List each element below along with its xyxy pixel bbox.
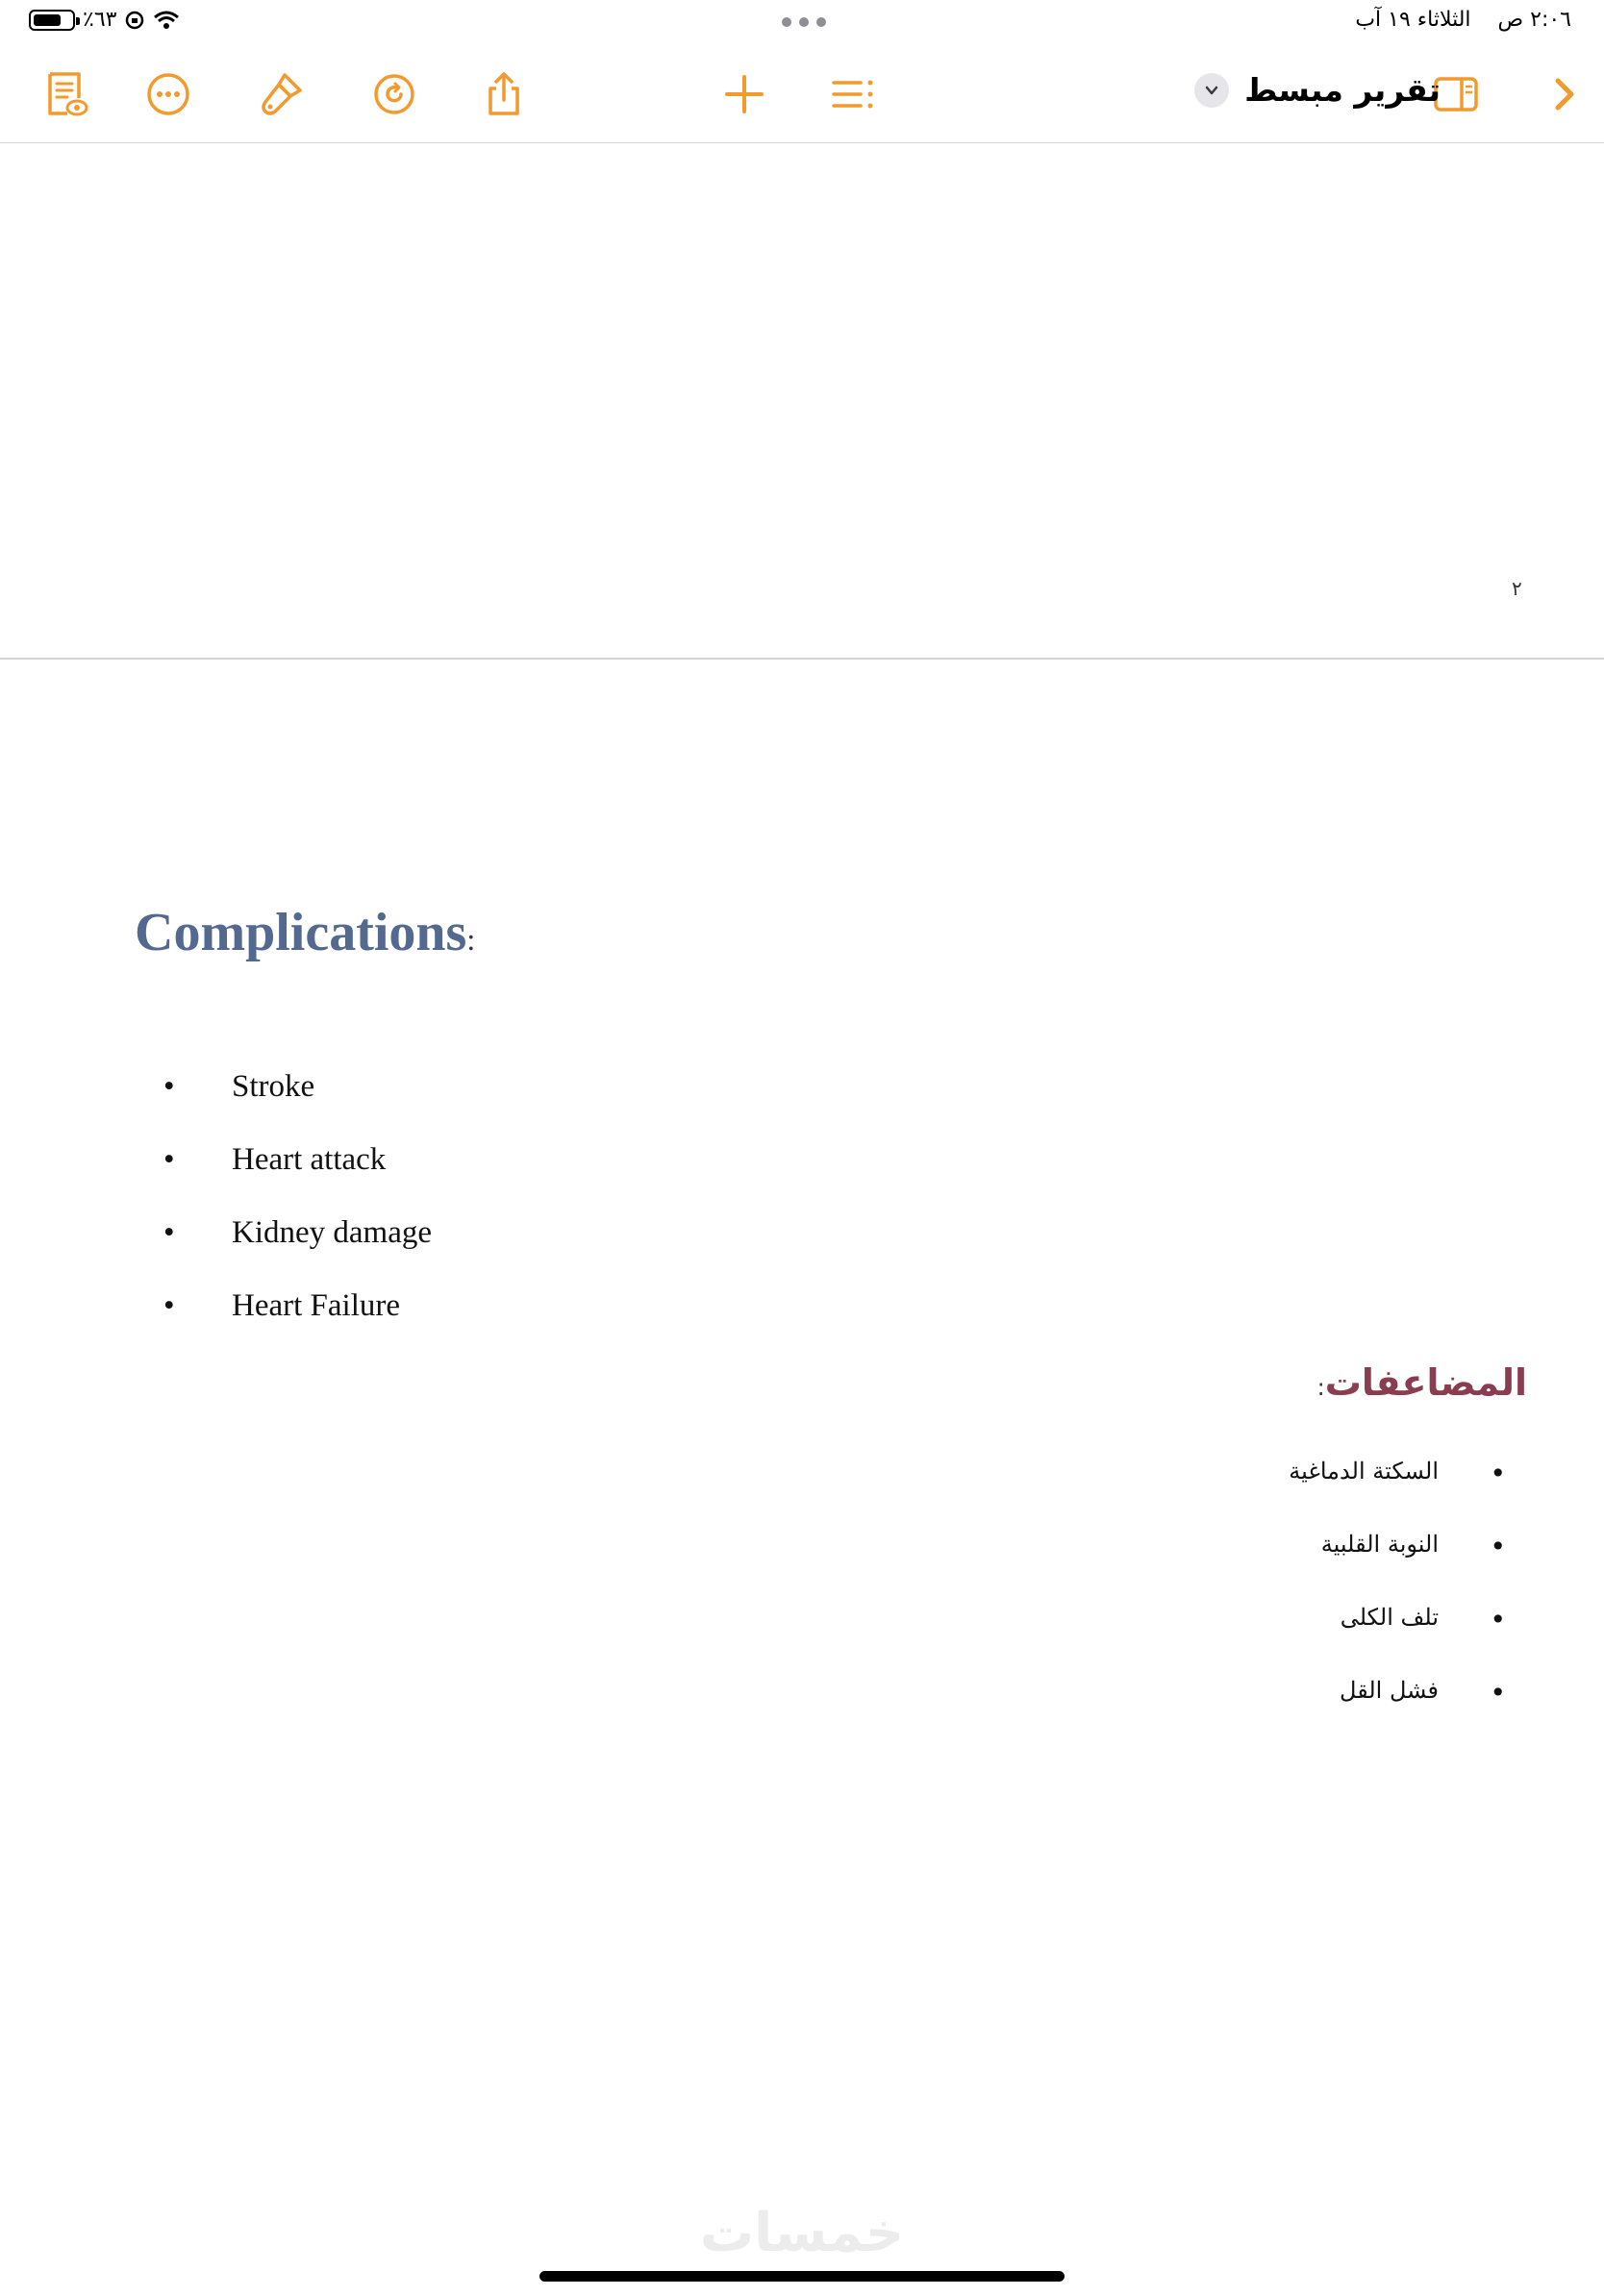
list-item[interactable] (1142, 1604, 1527, 1677)
document-title-menu[interactable] (1194, 71, 1441, 109)
list-item-text: فشل القل (1340, 1677, 1439, 1704)
collaborate-icon (369, 69, 419, 119)
more-icon (143, 69, 193, 119)
status-indicators (29, 8, 180, 32)
insert-button[interactable] (717, 67, 771, 121)
title-dropdown[interactable] (1194, 73, 1229, 108)
complications-list-arabic (1142, 1458, 1527, 1750)
page-break-divider (0, 658, 1604, 660)
bullet: • (1490, 1531, 1506, 1562)
status-time-date (1355, 8, 1571, 32)
battery-percent: ٪٦٣ (83, 8, 117, 32)
more-button[interactable] (141, 67, 195, 121)
list-item-text: Heart Failure (232, 1288, 401, 1323)
heading-english-colon: : (466, 922, 476, 957)
battery-icon (29, 10, 75, 31)
forward-button[interactable] (1537, 67, 1591, 121)
bullet: • (163, 1142, 175, 1177)
share-icon (479, 69, 529, 119)
bullet: • (163, 1288, 175, 1323)
plus-icon (719, 69, 769, 119)
toolbar (0, 48, 1604, 143)
list-item-text: النوبة القلبية (1320, 1531, 1439, 1558)
status-date: الثلاثاء ١٩ آب (1355, 8, 1471, 32)
bullet: • (1490, 1458, 1506, 1489)
wifi-icon (153, 10, 180, 31)
share-button[interactable] (477, 67, 531, 121)
heading-arabic-text: المضاعفات (1324, 1361, 1527, 1404)
brush-icon (256, 69, 306, 119)
watermark: خمسات (699, 2202, 905, 2264)
list-item[interactable] (1142, 1677, 1527, 1750)
list-item[interactable] (1142, 1531, 1527, 1604)
bullet: • (1490, 1604, 1506, 1635)
lock-rotation-icon (124, 10, 145, 31)
list-item-text: Stroke (232, 1069, 315, 1104)
bullet: • (163, 1069, 175, 1104)
reading-view-button[interactable] (38, 67, 92, 121)
status-time: ٢:٠٦ ص (1497, 8, 1571, 32)
document-title: تقرير مبسط (1244, 71, 1441, 109)
page-number: ٢ (1512, 577, 1522, 600)
format-brush-button[interactable] (254, 67, 308, 121)
heading-arabic[interactable] (1317, 1361, 1527, 1404)
bullet: • (1490, 1677, 1506, 1709)
list-item[interactable] (1142, 1458, 1527, 1531)
chevron-right-icon (1539, 69, 1589, 119)
reading-view-icon (40, 69, 90, 119)
bullet: • (163, 1215, 175, 1250)
list-item-text: Heart attack (232, 1142, 387, 1177)
list-item-text: السكتة الدماغية (1289, 1458, 1439, 1485)
home-indicator[interactable] (539, 2271, 1065, 2282)
heading-english-text: Complications (135, 903, 467, 962)
multitasking-handle[interactable] (782, 17, 826, 27)
heading-arabic-colon: : (1316, 1374, 1325, 1401)
list-item-text: تلف الكلى (1340, 1604, 1439, 1631)
list-format-icon (828, 69, 878, 119)
list-item-text: Kidney damage (232, 1215, 433, 1250)
status-bar (0, 0, 1604, 48)
format-list-button[interactable] (826, 67, 880, 121)
collaborate-button[interactable] (367, 67, 421, 121)
chevron-down-icon (1202, 81, 1221, 100)
heading-english[interactable] (135, 902, 475, 963)
